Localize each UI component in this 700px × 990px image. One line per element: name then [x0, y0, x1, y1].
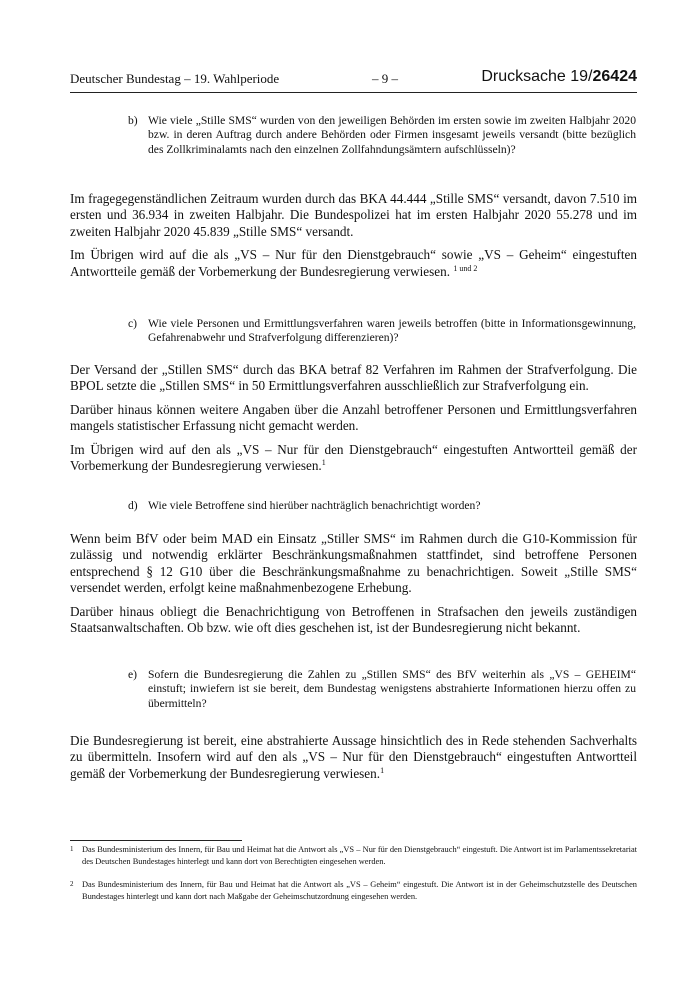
answer-e [70, 733, 637, 789]
answer-paragraph: Der Versand der „Stillen SMS“ durch das BKA betraf 82 Verfahren im Rahmen der Strafverfolgung. Die BPOL setzte die „Stillen SMS“ in 50 Ermittlungsverfahren ausschließlich zur Strafverfolgung ein. [70, 362, 637, 394]
footnote-ref: 1 [380, 765, 385, 775]
answer-paragraph: Im fragegegenständlichen Zeitraum wurden durch das BKA 44.444 „Stille SMS“ versandt, davon 7.510 im ersten und 36.934 in zweiten Halbjahr. Die Bundespolizei hat im ersten Halbjahr 2020 55.278 und im zweiten Halbjahr 2020 45.839 „Stille SMS“ versandt. [70, 191, 637, 239]
document-number [481, 68, 637, 86]
answer-paragraph [70, 733, 637, 782]
question-label: c) [128, 317, 138, 330]
answer-paragraph [70, 247, 637, 280]
footnote-divider [70, 840, 242, 841]
footnote-1 [70, 844, 637, 867]
footnote-ref: 1 und 2 [453, 263, 478, 273]
footnote-number: 2 [70, 880, 74, 888]
question-c [128, 317, 636, 346]
answer-paragraph: Darüber hinaus können weitere Angaben über die Anzahl betroffener Personen und Ermittlungsverfahren mangels statistischer Erfassung nicht gemacht werden. [70, 401, 637, 434]
footnote-text: Das Bundesministerium des Innern, für Bau und Heimat hat die Antwort als „VS – Geheim“ eingestuft. Die Antwort ist in der Geheimschutzstelle des Deutschen Bundestages hinterlegt und kann dort nach Maßgabe der Geheimschutzordnung eingesehen werden. [82, 880, 637, 901]
footnote-2 [70, 879, 637, 902]
answer-text: Im Übrigen wird auf die als „VS – Nur für den Dienstgebrauch“ sowie „VS – Geheim“ eingestuften Antwortteile gemäß der Vorbemerkung der Bundesregierung verwiesen. [70, 247, 637, 279]
footnote-text: Das Bundesministerium des Innern, für Bau und Heimat hat die Antwort als „VS – Nur für den Dienstgebrauch“ eingestuft. Die Antwort ist im Parlamentssekretariat des Deutschen Bundestages hinterlegt und kann dort von Berechtigten eingesehen werden. [82, 845, 637, 866]
question-d [128, 499, 636, 513]
answer-b [70, 191, 637, 287]
question-label: e) [128, 668, 138, 681]
document-number-value: 26424 [592, 68, 637, 85]
answer-paragraph: Wenn beim BfV oder beim MAD ein Einsatz „Stiller SMS“ im Rahmen durch die G10-Kommission für zulässig und notwendig erklärter Beschränkungsmaßnahmen stattfindet, sind betroffene Personen entsprechend § 12 G10 über die Beschränkungsmaßnahme zu benachrichtigen. Soweit „Stille SMS“ versendet werden, erfolgt keine maßnahmenbezogene Erhebung. [70, 531, 637, 596]
question-text: Wie viele Betroffene sind hierüber nachträglich benachrichtigt worden? [148, 499, 481, 512]
question-text: Wie viele „Stille SMS“ wurden von den jeweiligen Behörden im ersten sowie im zweiten Halbjahr 2020 bzw. in deren Auftrag durch andere Behörden oder Firmen insgesamt jeweils versandt (bitte bezüglich des Zollkriminalamts nach den einzelnen Zollfahndungsämtern aufschlüsseln)? [148, 114, 636, 156]
answer-d [70, 531, 637, 643]
page-header [70, 68, 637, 93]
footnote-number: 1 [70, 845, 74, 853]
footnote-ref: 1 [321, 458, 326, 468]
question-text: Sofern die Bundesregierung die Zahlen zu „Stillen SMS“ des BfV weiterhin als „VS – GEHEIM“ einstuft; inwiefern ist sie bereit, dem Bundestag wenigstens abstrahierte Informationen hierzu offen zu übermitteln? [148, 668, 636, 710]
answer-paragraph: Darüber hinaus obliegt die Benachrichtigung von Betroffenen in Strafsachen den jeweils zuständigen Staatsanwaltschaften. Ob bzw. wie oft dies geschehen ist, ist der Bundesregierung nicht bekannt. [70, 603, 637, 636]
question-label: b) [128, 114, 138, 127]
document-number-prefix: Drucksache 19/ [481, 68, 593, 85]
page-number: – 9 – [372, 71, 398, 86]
question-text: Wie viele Personen und Ermittlungsverfahren waren jeweils betroffen (bitte in Informationsgewinnung, Gefahrenabwehr und Strafverfolgung differenzieren)? [148, 317, 636, 345]
answer-paragraph [70, 442, 637, 475]
answer-c [70, 362, 637, 481]
question-e [128, 668, 636, 711]
answer-text: Im Übrigen wird auf den als „VS – Nur für den Dienstgebrauch“ eingestuften Antwortteil gemäß der Vorbemerkung der Bundesregierung verwiesen. [70, 441, 637, 474]
question-b [128, 114, 636, 157]
header-publication: Deutscher Bundestag – 19. Wahlperiode [70, 71, 280, 86]
answer-text: Die Bundesregierung ist bereit, eine abstrahierte Aussage hinsichtlich des in Rede stehenden Sachverhalts zu übermitteln. Insofern wird auf den als „VS – Nur für den Dienstgebrauch“ eingestuften Antwortteil gemäß der Vorbemerkung der Bundesregierung verwiesen. [70, 733, 637, 781]
question-label: d) [128, 499, 138, 512]
